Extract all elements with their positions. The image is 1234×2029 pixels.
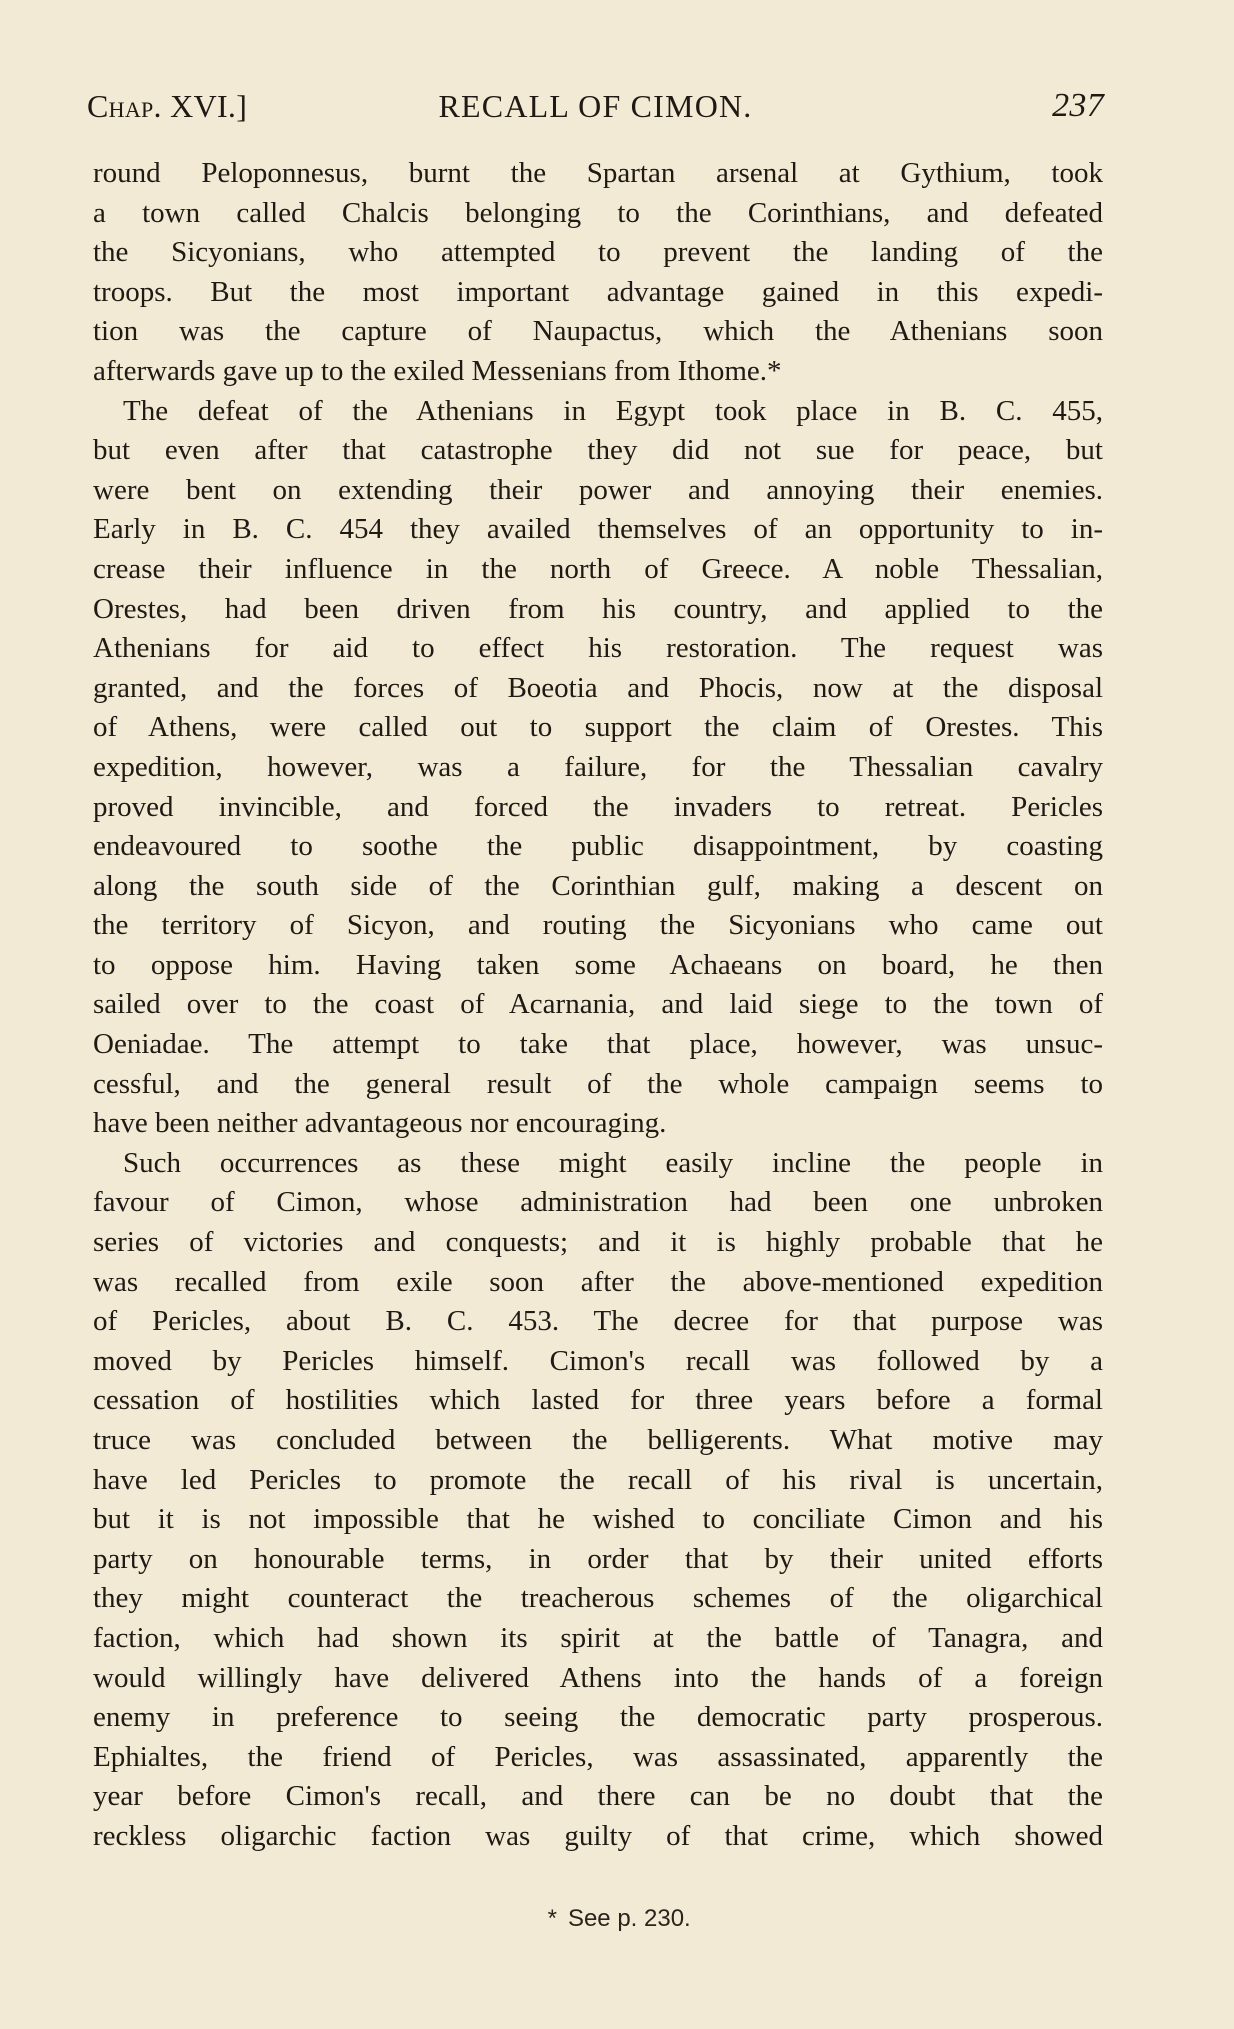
text-line: to oppose him. Having taken some Achaeans on board, he then	[93, 948, 1103, 981]
text-line: The defeat of the Athenians in Egypt took place in B. C. 455,	[123, 394, 1103, 427]
body-text	[93, 154, 1103, 1857]
text-line: along the south side of the Corinthian gulf, making a descent on	[93, 869, 1103, 902]
text-line: Such occurrences as these might easily incline the people in	[123, 1146, 1103, 1179]
text-line: year before Cimon's recall, and there can be no doubt that the	[93, 1780, 1103, 1813]
text-line: were bent on extending their power and annoying their enemies.	[93, 473, 1103, 506]
text-line: reckless oligarchic faction was guilty of that crime, which showed	[93, 1819, 1103, 1852]
page-number: 237	[1052, 87, 1104, 124]
text-line: faction, which had shown its spirit at the battle of Tanagra, and	[93, 1621, 1103, 1654]
text-line: tion was the capture of Naupactus, which the Athenians soon	[93, 315, 1103, 348]
footnote-marker: *	[547, 1905, 557, 1932]
text-line: granted, and the forces of Boeotia and Phocis, now at the disposal	[93, 671, 1103, 704]
text-line: the territory of Sicyon, and routing the Sicyonians who came out	[93, 909, 1103, 942]
text-line: favour of Cimon, whose administration had been one unbroken	[93, 1186, 1103, 1219]
footnote	[0, 1905, 1234, 1933]
paragraph-2	[93, 392, 1103, 1144]
text-line: cessful, and the general result of the whole campaign seems to	[93, 1067, 1103, 1100]
text-line: troops. But the most important advantage gained in this expedi-	[93, 275, 1103, 308]
text-line: would willingly have delivered Athens into the hands of a foreign	[93, 1661, 1103, 1694]
text-line: have led Pericles to promote the recall of his rival is uncertain,	[93, 1463, 1103, 1496]
text-line: they might counteract the treacherous schemes of the oligarchical	[93, 1582, 1103, 1615]
text-line: party on honourable terms, in order that by their united efforts	[93, 1542, 1103, 1575]
text-line: series of victories and conquests; and it is highly probable that he	[93, 1226, 1103, 1259]
text-line: of Athens, were called out to support the claim of Orestes. This	[93, 711, 1103, 744]
text-line: Ephialtes, the friend of Pericles, was assassinated, apparently the	[93, 1740, 1103, 1773]
text-line: Early in B. C. 454 they availed themselves of an opportunity to in-	[93, 513, 1103, 546]
text-line: Athenians for aid to effect his restoration. The request was	[93, 632, 1103, 665]
text-line: enemy in preference to seeing the democratic party prosperous.	[93, 1701, 1103, 1734]
text-line: cessation of hostilities which lasted for three years before a formal	[93, 1384, 1103, 1417]
text-line: truce was concluded between the belligerents. What motive may	[93, 1424, 1103, 1456]
footnote-text: See p. 230.	[567, 1905, 691, 1932]
text-line: moved by Pericles himself. Cimon's recall was followed by a	[93, 1344, 1103, 1377]
text-line: the Sicyonians, who attempted to prevent the landing of the	[93, 236, 1103, 269]
text-line: but it is not impossible that he wished to conciliate Cimon and his	[93, 1503, 1103, 1536]
text-line: afterwards gave up to the exiled Messenians from Ithome.*	[93, 354, 782, 387]
text-line: sailed over to the coast of Acarnania, and laid siege to the town of	[93, 988, 1103, 1021]
paragraph-3	[93, 1144, 1103, 1857]
text-line: crease their influence in the north of Greece. A noble Thessalian,	[93, 552, 1103, 585]
text-line: Oeniadae. The attempt to take that place, however, was unsuc-	[93, 1028, 1103, 1061]
text-line: proved invincible, and forced the invaders to retreat. Pericles	[93, 790, 1103, 823]
text-line: have been neither advantageous nor encouraging.	[93, 1107, 667, 1140]
chapter-label: Chap. XVI.]	[87, 88, 248, 124]
text-line: round Peloponnesus, burnt the Spartan arsenal at Gythium, took	[93, 157, 1103, 189]
paragraph-1	[93, 154, 1103, 392]
text-line: a town called Chalcis belonging to the Corinthians, and defeated	[93, 196, 1103, 229]
text-line: but even after that catastrophe they did not sue for peace, but	[93, 434, 1103, 467]
text-line: of Pericles, about B. C. 453. The decree for that purpose was	[93, 1305, 1103, 1338]
text-line: expedition, however, was a failure, for the Thessalian cavalry	[93, 750, 1103, 783]
text-line: was recalled from exile soon after the above-mentioned expedition	[93, 1265, 1103, 1298]
running-header	[87, 78, 1104, 134]
page-title: RECALL OF CIMON.	[438, 88, 753, 124]
text-line: endeavoured to soothe the public disappointment, by coasting	[93, 830, 1103, 863]
text-line: Orestes, had been driven from his country, and applied to the	[93, 592, 1103, 625]
